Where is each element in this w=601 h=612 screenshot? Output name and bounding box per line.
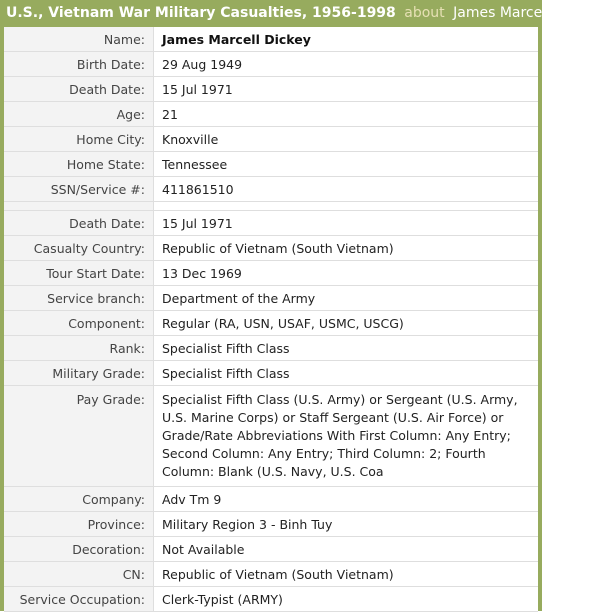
- field-value: Republic of Vietnam (South Vietnam): [154, 236, 539, 261]
- row-military-grade: [4, 361, 538, 386]
- field-label: Death Date:: [4, 77, 154, 102]
- field-value: Military Region 3 - Binh Tuy: [154, 512, 539, 537]
- field-value: Tennessee: [154, 152, 539, 177]
- row-home-state: [4, 152, 538, 177]
- field-value: Republic of Vietnam (South Vietnam): [154, 562, 539, 587]
- field-value: Adv Tm 9: [154, 487, 539, 512]
- field-label: Decoration:: [4, 537, 154, 562]
- field-value: 13 Dec 1969: [154, 261, 539, 286]
- row-home-city: [4, 127, 538, 152]
- row-rank: [4, 336, 538, 361]
- row-province: [4, 512, 538, 537]
- field-value: 21: [154, 102, 539, 127]
- row-birth-date: [4, 52, 538, 77]
- section-divider: [4, 202, 538, 211]
- row-name: [4, 27, 538, 52]
- field-value: Specialist Fifth Class: [154, 361, 539, 386]
- field-value: Knoxville: [154, 127, 539, 152]
- field-label: Service Occupation:: [4, 587, 154, 612]
- field-label: Home City:: [4, 127, 154, 152]
- field-value: 15 Jul 1971: [154, 77, 539, 102]
- field-label: Service branch:: [4, 286, 154, 311]
- field-label: Birth Date:: [4, 52, 154, 77]
- field-label: Tour Start Date:: [4, 261, 154, 286]
- field-value: 411861510: [154, 177, 539, 202]
- field-label: Rank:: [4, 336, 154, 361]
- field-label: Company:: [4, 487, 154, 512]
- database-title[interactable]: U.S., Vietnam War Military Casualties, 1956-1998: [6, 5, 396, 21]
- record-table: [4, 27, 538, 612]
- field-label: Province:: [4, 512, 154, 537]
- person-name: James Marcell Dickey: [453, 5, 601, 21]
- record-panel: [4, 27, 538, 611]
- row-service-branch: [4, 286, 538, 311]
- field-label: Military Grade:: [4, 361, 154, 386]
- field-label: Casualty Country:: [4, 236, 154, 261]
- field-label: Pay Grade:: [4, 386, 154, 487]
- field-value: Specialist Fifth Class: [154, 336, 539, 361]
- field-value: 29 Aug 1949: [154, 52, 539, 77]
- row-service-occupation: [4, 587, 538, 612]
- row-death-date: [4, 77, 538, 102]
- field-label: Death Date:: [4, 211, 154, 236]
- field-value: Department of the Army: [154, 286, 539, 311]
- row-casualty-country: [4, 236, 538, 261]
- about-text: about: [404, 5, 445, 21]
- row-company: [4, 487, 538, 512]
- field-value: Regular (RA, USN, USAF, USMC, USCG): [154, 311, 539, 336]
- row-cn: [4, 562, 538, 587]
- field-value: Clerk-Typist (ARMY): [154, 587, 539, 612]
- field-label: Age:: [4, 102, 154, 127]
- row-death-date-2: [4, 211, 538, 236]
- row-component: [4, 311, 538, 336]
- field-value: Not Available: [154, 537, 539, 562]
- field-label: CN:: [4, 562, 154, 587]
- field-label: Name:: [4, 27, 154, 52]
- field-label: Component:: [4, 311, 154, 336]
- field-label: SSN/Service #:: [4, 177, 154, 202]
- field-value: Specialist Fifth Class (U.S. Army) or Sergeant (U.S. Army, U.S. Marine Corps) or Staff Sergeant (U.S. Air Force) or Grade/Rate Abbreviations With First Column: Any Entry; Second Column: Any Entry; Third Column: 2; Fourth Column: Blank (U.S. Navy, U.S. Coa: [154, 386, 539, 487]
- row-pay-grade: [4, 386, 538, 487]
- record-header: [0, 0, 601, 27]
- field-label: Home State:: [4, 152, 154, 177]
- row-tour-start-date: [4, 261, 538, 286]
- row-ssn: [4, 177, 538, 202]
- row-decoration: [4, 537, 538, 562]
- row-age: [4, 102, 538, 127]
- field-value: James Marcell Dickey: [154, 27, 539, 52]
- field-value: 15 Jul 1971: [154, 211, 539, 236]
